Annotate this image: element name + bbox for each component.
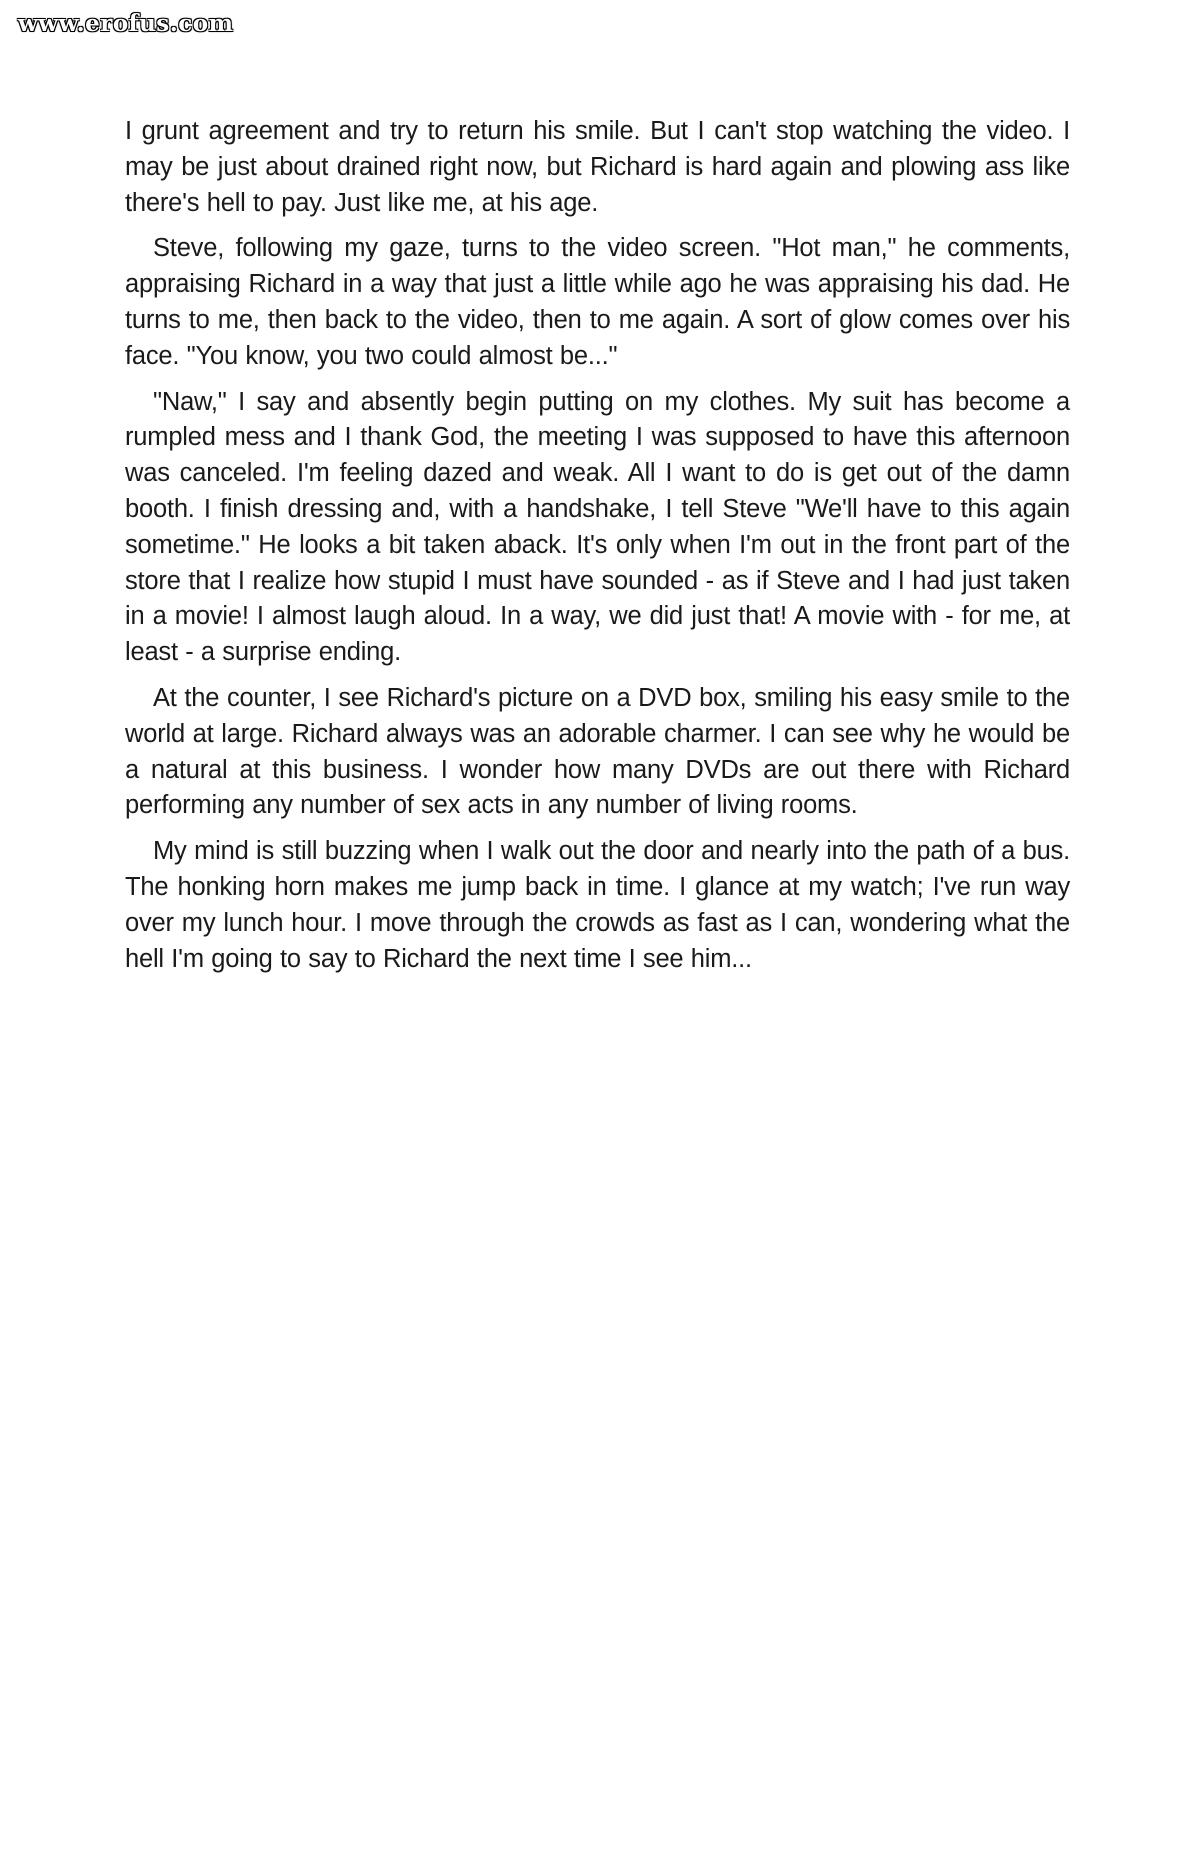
paragraph-5: My mind is still buzzing when I walk out the door and nearly into the path of a bus. The honking horn makes me jump back in time. I glance at my watch; I've run way over my lunch hour. I move through the crowds as fast as I can, wondering what the hell I'm going to say to Richard the next time I see him...: [125, 837, 1070, 973]
paragraph-2: Steve, following my gaze, turns to the video screen. "Hot man," he comments, appraising Richard in a way that just a little while ago he was appraising his dad. He turns to me, then back to the video, then to me again. A sort of glow comes over his face. "You know, you two could almost be...": [125, 234, 1070, 370]
site-watermark: www.erofus.com: [18, 10, 234, 37]
story-text: [125, 114, 1070, 987]
paragraph-4: At the counter, I see Richard's picture on a DVD box, smiling his easy smile to the world at large. Richard always was an adorable charmer. I can see why he would be a natural at this business. I wonder how many DVDs are out there with Richard performing any number of sex acts in any number of living rooms.: [125, 683, 1070, 820]
paragraph-3: "Naw," I say and absently begin putting on my clothes. My suit has become a rumpled mess and I thank God, the meeting I was supposed to have this afternoon was canceled. I'm feeling dazed and weak. All I want to do is get out of the damn booth. I finish dressing and, with a handshake, I tell Steve "We'll have to this again sometime." He looks a bit taken aback. It's only when I'm out in the front part of the store that I realize how stupid I must have sounded - as if Steve and I had just taken in a movie! I almost laugh aloud. In a way, we did just that! A movie with - for me, at least - a surprise ending.: [125, 387, 1070, 667]
paragraph-1: I grunt agreement and try to return his smile. But I can't stop watching the video. I may be just about drained right now, but Richard is hard again and plowing ass like there's hell to pay. Just like me, at his age.: [125, 117, 1070, 217]
